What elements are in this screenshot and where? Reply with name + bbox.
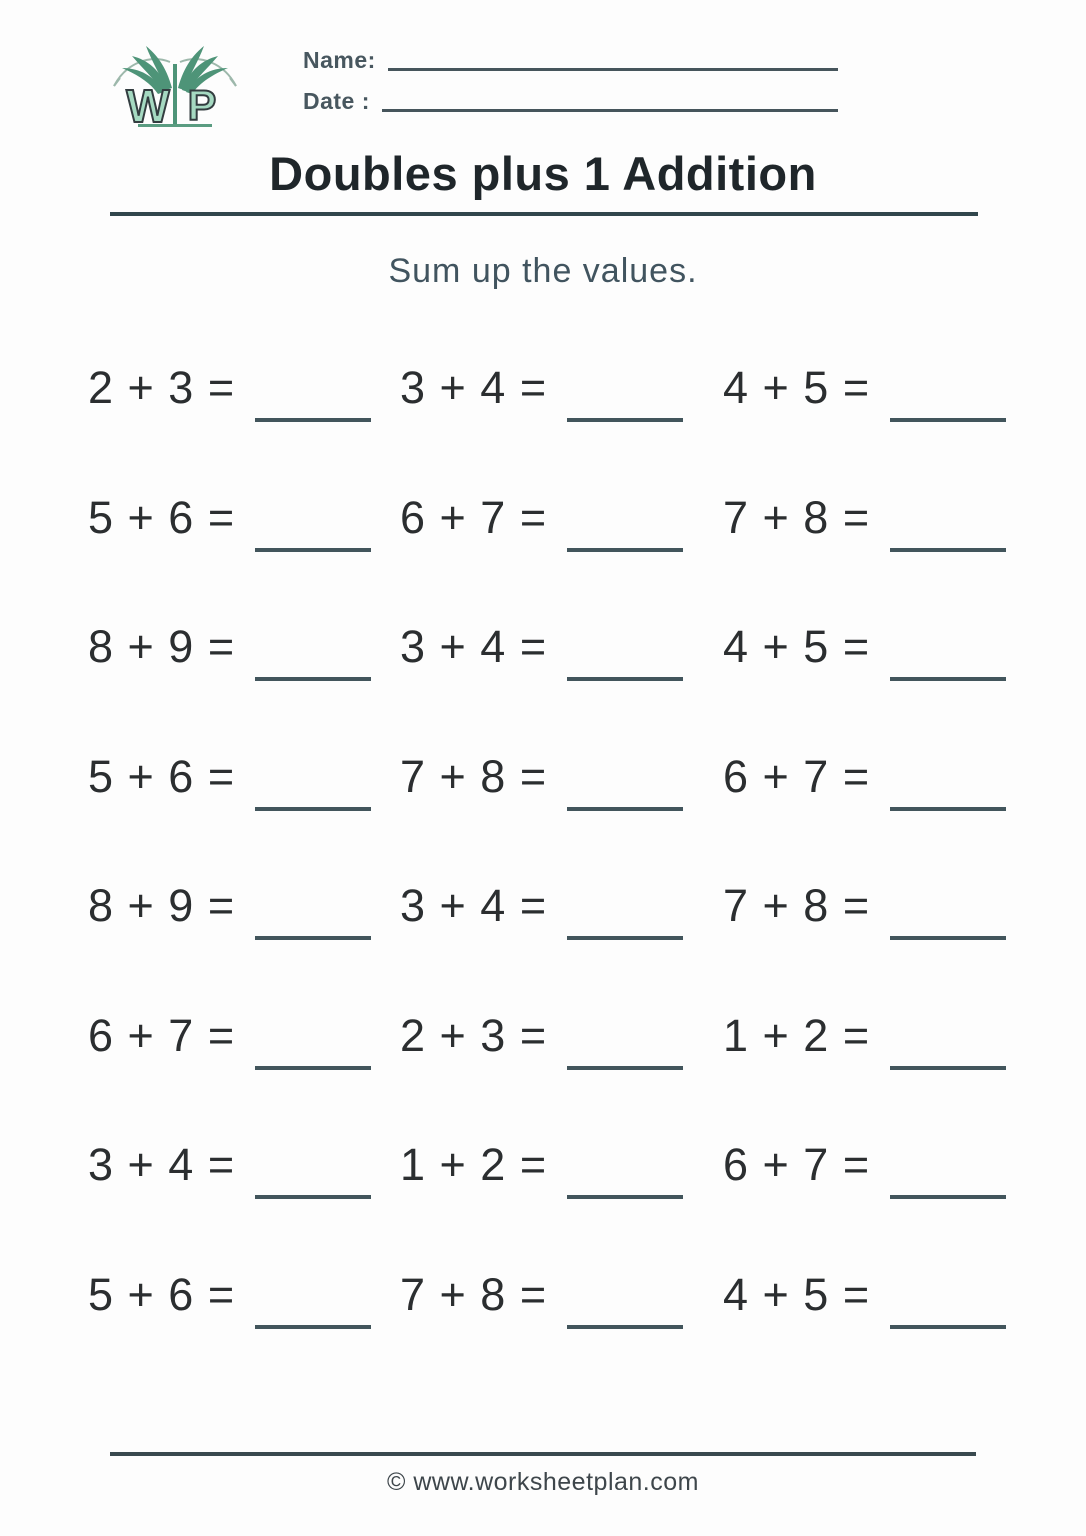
problem: [723, 749, 1006, 879]
answer-blank[interactable]: [255, 619, 371, 681]
equation-text: 1 + 2 =: [400, 1139, 548, 1190]
equation-text: 6 + 7 =: [723, 1139, 871, 1190]
equation-text: 8 + 9 =: [88, 880, 236, 931]
answer-blank[interactable]: [890, 878, 1006, 940]
equation-text: 5 + 6 =: [88, 491, 236, 543]
equation-text: 7 + 8 =: [400, 1268, 548, 1320]
equation-text: 3 + 4 =: [88, 1139, 236, 1190]
problem: [400, 878, 723, 1008]
equation-text: 7 + 8 =: [723, 491, 871, 543]
answer-blank[interactable]: [567, 878, 683, 940]
date-input-line[interactable]: [382, 109, 838, 112]
equation-text: 4 + 5 =: [723, 621, 871, 672]
answer-blank[interactable]: [890, 749, 1006, 811]
problem: [88, 1267, 400, 1397]
problem: [88, 619, 400, 749]
problem: [723, 878, 1006, 1008]
equation-text: 7 + 8 =: [400, 750, 548, 802]
equation-text: 2 + 3 =: [88, 362, 236, 413]
copyright-text: © www.worksheetplan.com: [387, 1468, 699, 1496]
problem: [400, 1137, 723, 1267]
answer-blank[interactable]: [567, 490, 683, 552]
answer-blank[interactable]: [890, 1137, 1006, 1199]
problem: [88, 749, 400, 879]
answer-blank[interactable]: [567, 1137, 683, 1199]
answer-blank[interactable]: [890, 490, 1006, 552]
problems-grid: [88, 360, 1000, 1396]
problem: [400, 1008, 723, 1138]
answer-blank[interactable]: [255, 1267, 371, 1329]
problem: [723, 619, 1006, 749]
equation-text: 6 + 7 =: [88, 1009, 236, 1061]
logo-letter-w: W: [126, 80, 170, 132]
problem: [723, 490, 1006, 620]
problem: [400, 490, 723, 620]
equation-text: 3 + 4 =: [400, 621, 548, 672]
equation-text: 3 + 4 =: [400, 362, 548, 413]
answer-blank[interactable]: [890, 360, 1006, 422]
student-fields: [303, 46, 838, 115]
problem: [88, 360, 400, 490]
title-divider: [110, 212, 978, 216]
answer-blank[interactable]: [567, 360, 683, 422]
equation-text: 5 + 6 =: [88, 1268, 236, 1320]
answer-blank[interactable]: [567, 1008, 683, 1070]
problem: [88, 1008, 400, 1138]
answer-blank[interactable]: [567, 749, 683, 811]
worksheetplan-logo: [106, 36, 244, 140]
answer-blank[interactable]: [567, 1267, 683, 1329]
name-label: Name:: [303, 47, 376, 73]
problem: [723, 1008, 1006, 1138]
equation-text: 6 + 7 =: [400, 491, 548, 543]
answer-blank[interactable]: [255, 1137, 371, 1199]
answer-blank[interactable]: [255, 1008, 371, 1070]
problem: [88, 490, 400, 620]
page-title: Doubles plus 1 Addition: [269, 147, 817, 200]
equation-text: 3 + 4 =: [400, 880, 548, 931]
name-field-row: [303, 46, 838, 74]
problem: [723, 1267, 1006, 1397]
instructions-text: Sum up the values.: [388, 252, 698, 290]
answer-blank[interactable]: [255, 490, 371, 552]
date-label: Date :: [303, 88, 370, 114]
answer-blank[interactable]: [890, 619, 1006, 681]
problem: [400, 360, 723, 490]
equation-text: 2 + 3 =: [400, 1009, 548, 1061]
answer-blank[interactable]: [255, 749, 371, 811]
equation-text: 1 + 2 =: [723, 1009, 871, 1061]
problem: [723, 360, 1006, 490]
problem: [400, 1267, 723, 1397]
answer-blank[interactable]: [890, 1008, 1006, 1070]
equation-text: 5 + 6 =: [88, 750, 236, 802]
problem: [88, 1137, 400, 1267]
equation-text: 6 + 7 =: [723, 750, 871, 802]
problem: [400, 749, 723, 879]
book-icon: [106, 36, 244, 140]
name-input-line[interactable]: [388, 68, 838, 71]
logo-letter-p: P: [187, 82, 217, 130]
problem: [88, 878, 400, 1008]
problem: [723, 1137, 1006, 1267]
equation-text: 8 + 9 =: [88, 621, 236, 672]
problem: [400, 619, 723, 749]
equation-text: 4 + 5 =: [723, 362, 871, 413]
equation-text: 4 + 5 =: [723, 1268, 871, 1320]
footer-divider: [110, 1452, 976, 1456]
answer-blank[interactable]: [255, 878, 371, 940]
answer-blank[interactable]: [890, 1267, 1006, 1329]
equation-text: 7 + 8 =: [723, 880, 871, 931]
answer-blank[interactable]: [567, 619, 683, 681]
date-field-row: [303, 87, 838, 115]
answer-blank[interactable]: [255, 360, 371, 422]
